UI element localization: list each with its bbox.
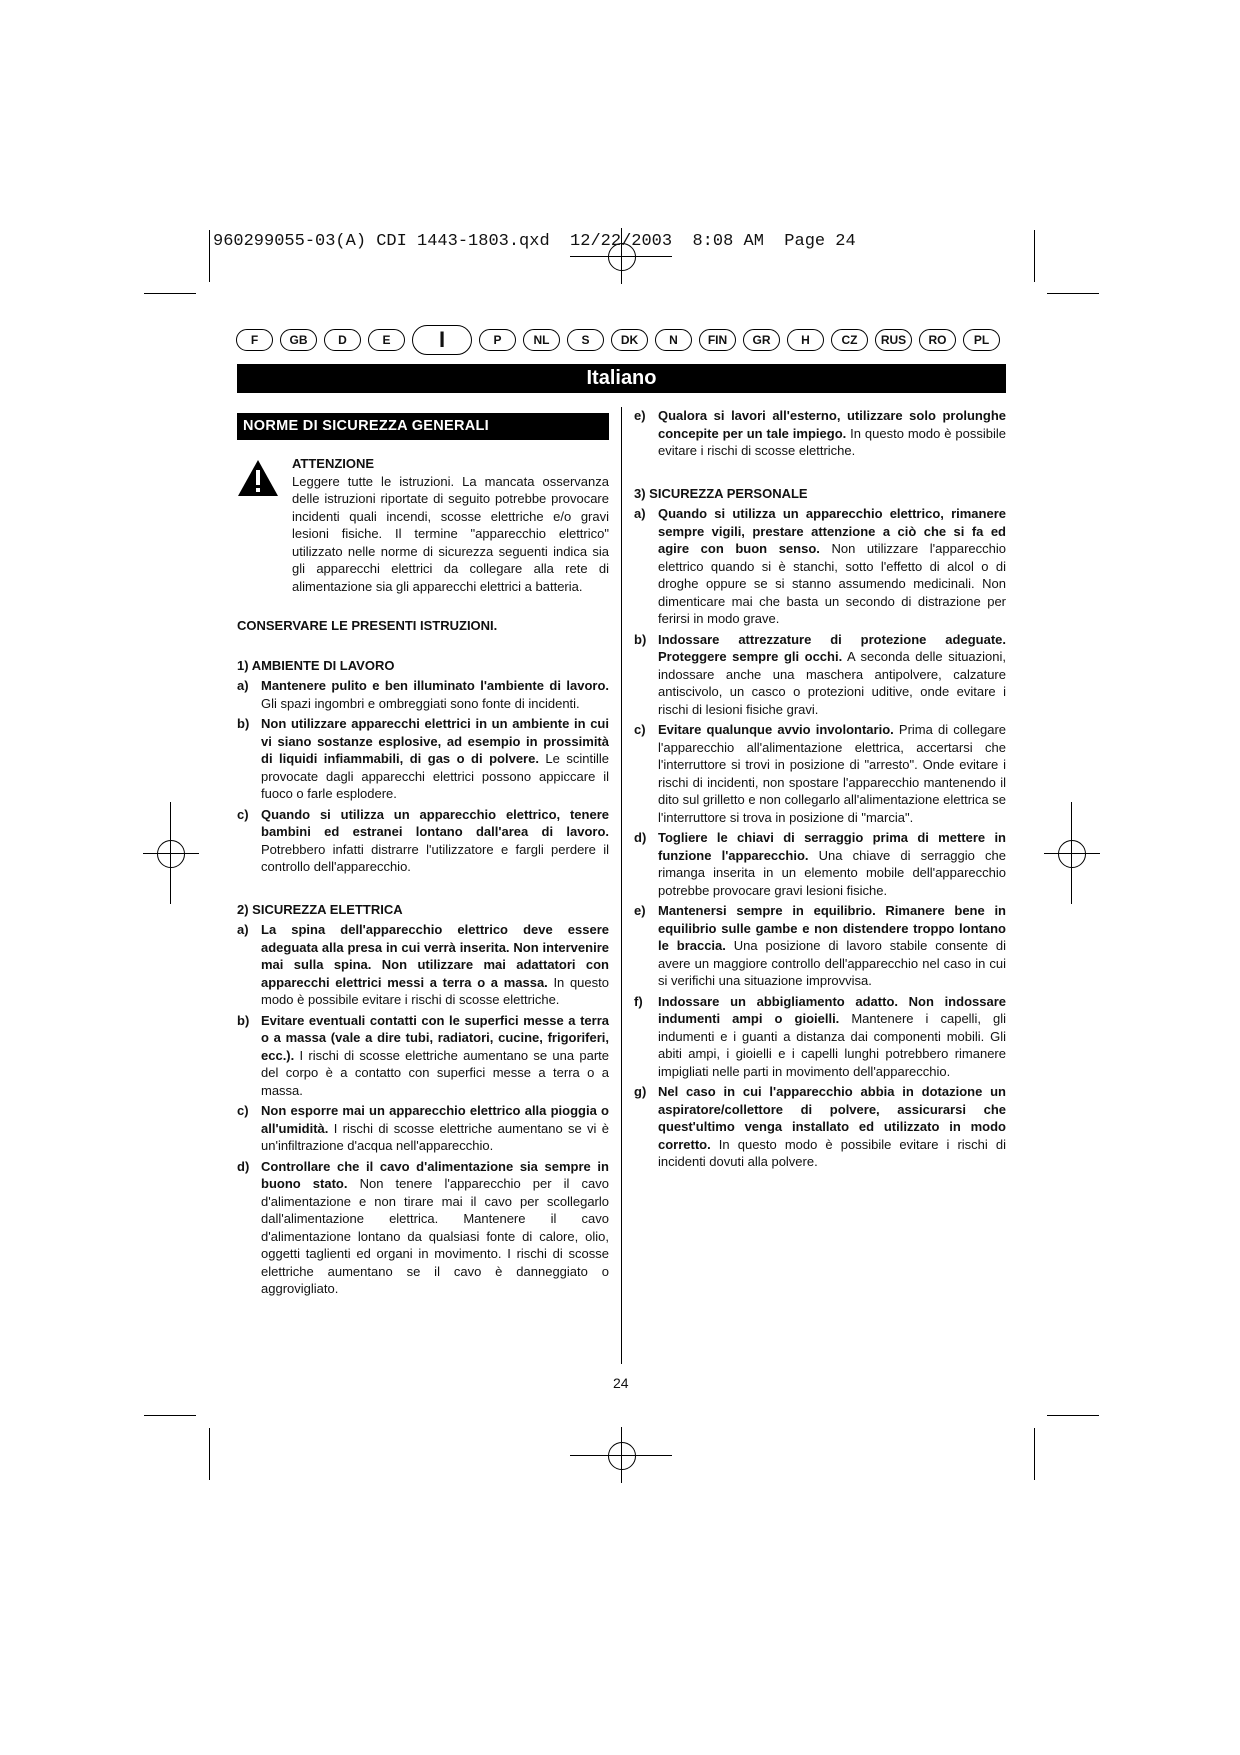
list-item-label: g) bbox=[634, 1084, 647, 1099]
crop-mark bbox=[1047, 293, 1099, 294]
language-tab-h[interactable]: H bbox=[787, 329, 824, 351]
language-tab-fin[interactable]: FIN bbox=[699, 329, 736, 351]
electrical-safety-heading: 2) SICUREZZA ELETTRICA bbox=[237, 901, 403, 917]
list-item-text: Una chiave di serraggio che rimanga inserita in un elemento mobile dell'apparecchio potrebbe provocare gravi lesioni fisiche. bbox=[658, 847, 1006, 898]
list-item-label: e) bbox=[634, 903, 646, 918]
electrical-safety-list-continued bbox=[634, 407, 1006, 460]
personal-safety-list bbox=[634, 505, 1006, 1171]
list-item-text: I rischi di scosse elettriche aumentano se una parte del corpo è a contatto con superfici messe a terra o a massa. bbox=[261, 1047, 609, 1098]
list-item-bold-text: Qualora si lavori all'esterno, utilizzare solo prolunghe concepite per un tale impiego. bbox=[658, 408, 1006, 441]
list-item bbox=[237, 1012, 609, 1100]
list-item-text: In questo modo è possibile evitare i rischi di scosse elettriche. bbox=[658, 425, 1006, 458]
list-item-text: Mantenere i capelli, gli indumenti e i guanti a distanza dai componenti mobili. Gli abiti ampi, i gioielli e i capelli lunghi potrebbero rimanere impigliati nelle parti in movimento dell'apparecchio. bbox=[658, 1011, 1006, 1079]
list-item-bold-text: Nel caso in cui l'apparecchio abbia in dotazione un aspiratore/collettore di polvere, assicurarsi che quest'ultimo venga installato ed utilizzato in modo corretto. bbox=[658, 1084, 1006, 1152]
list-item-bold-text: Evitare qualunque avvio involontario. bbox=[658, 722, 894, 737]
warning-text: Leggere tutte le istruzioni. La mancata osservanza delle istruzioni riportate di seguito potrebbe provocare incidenti quali incendi, scosse elettriche e/o gravi lesioni fisiche. Il termine "apparecchio elettrico" utilizzato nelle norme di sicurezza seguenti indica sia gli apparecchi elettrici da collegare alla rete di alimentazione sia gli apparecchi elettrici a batteria. bbox=[292, 473, 609, 594]
list-item-bold-text: Non utilizzare apparecchi elettrici in un ambiente in cui vi siano sostanze esplosive, ad esempio in prossimità di liquidi infiammabili, di gas o di polvere. bbox=[261, 716, 609, 766]
left-column bbox=[237, 455, 609, 1301]
list-item-bold-text: Mantenersi sempre in equilibrio. Rimanere bene in equilibrio sulle gambe e non distendere troppo lontano le braccia. bbox=[658, 903, 1006, 953]
language-tab-gb[interactable]: GB bbox=[280, 329, 317, 351]
list-item-label: c) bbox=[237, 1103, 249, 1118]
list-item-text: Gli spazi ingombri e ombreggiati sono fonte di incidenti. bbox=[261, 695, 580, 711]
right-column bbox=[634, 407, 1006, 1174]
language-tab-d[interactable]: D bbox=[324, 329, 361, 351]
keep-instructions-note: CONSERVARE LE PRESENTI ISTRUZIONI. bbox=[237, 618, 498, 633]
crop-mark bbox=[209, 230, 210, 282]
list-item-bold-text: Togliere le chiavi di serraggio prima di mettere in funzione l'apparecchio. bbox=[658, 830, 1006, 863]
list-item-bold-text: Non esporre mai un apparecchio elettrico alla pioggia o all'umidità. bbox=[261, 1103, 609, 1136]
electrical-safety-list bbox=[237, 921, 609, 1298]
language-tab-n[interactable]: N bbox=[655, 329, 692, 351]
list-item bbox=[634, 902, 1006, 990]
list-item-text: Potrebbero infatti distrarre l'utilizzatore e fargli perdere il controllo dell'apparecchio. bbox=[261, 841, 609, 874]
list-item bbox=[237, 715, 609, 803]
list-item-text: Non utilizzare l'apparecchio elettrico quando si è stanchi, sotto l'effetto di alcol o di droghe oppure se si stanno assumendo medicinali. Non dimenticare mai che basta un secondo di distrazione per ferirsi in modo grave. bbox=[658, 541, 1006, 626]
list-item-label: b) bbox=[237, 716, 250, 731]
language-tab-pl[interactable]: PL bbox=[963, 329, 1000, 351]
list-item bbox=[634, 631, 1006, 719]
language-tab-e[interactable]: E bbox=[368, 329, 405, 351]
warning-title: ATTENZIONE bbox=[292, 456, 375, 471]
list-item bbox=[634, 1083, 1006, 1171]
language-tab-s[interactable]: S bbox=[567, 329, 604, 351]
list-item-bold-text: Quando si utilizza un apparecchio elettrico, tenere bambini ed estranei lontano dall'area di lavoro. bbox=[261, 806, 609, 839]
language-tab-p[interactable]: P bbox=[479, 329, 516, 351]
list-item-text: Le scintille provocate dagli apparecchi elettrici possono appiccare il fuoco o farle esplodere. bbox=[261, 751, 609, 801]
language-title-bar: Italiano bbox=[237, 364, 1006, 393]
list-item bbox=[237, 921, 609, 1009]
list-item-text: Una posizione di lavoro stabile consente di avere un maggiore controllo dell'apparecchio nel caso in cui si verifichi una situazione improvvisa. bbox=[658, 938, 1006, 988]
list-item bbox=[634, 829, 1006, 899]
list-item-bold-text: Indossare un abbigliamento adatto. Non indossare indumenti ampi o gioielli. bbox=[658, 993, 1006, 1026]
crop-mark bbox=[209, 1428, 210, 1480]
list-item-text: A seconda delle situazioni, indossare anche una maschera antipolvere, calzature antiscivolo, un casco o protezioni uditive, onde evitare i rischi di lesioni fisiche gravi. bbox=[658, 649, 1007, 717]
language-tab-dk[interactable]: DK bbox=[611, 329, 648, 351]
list-item-bold-text: La spina dell'apparecchio elettrico deve essere adeguata alla presa in cui verrà inserita. Non intervenire mai sulla spina. Non utilizzare mai adattatori con apparecchi elettrici messi a terra o a massa. bbox=[261, 922, 609, 990]
list-item bbox=[237, 677, 609, 712]
list-item-text: Prima di collegare l'apparecchio all'alimentazione elettrica, accertarsi che l'interruttore si trovi in posizione di "arresto". Onde evitare i rischi di incidenti, non spostare l'apparecchio mantenendo il dito sul grilletto e non collegarlo all'alimentazione elettrica se l'interruttore si trova in posizione di "marcia". bbox=[658, 722, 1006, 825]
list-item-bold-text: Mantenere pulito e ben illuminato l'ambiente di lavoro. bbox=[261, 678, 609, 693]
list-item bbox=[237, 1158, 609, 1298]
language-tab-i[interactable]: I bbox=[412, 325, 472, 355]
list-item-bold-text: Quando si utilizza un apparecchio elettrico, rimanere sempre vigili, prestare attenzione a ciò che si fa ed agire con buon senso. bbox=[658, 506, 1006, 556]
list-item bbox=[634, 505, 1006, 628]
list-item bbox=[634, 721, 1006, 826]
list-item-label: d) bbox=[237, 1158, 250, 1174]
warning-triangle-icon bbox=[237, 459, 279, 497]
crop-mark bbox=[1034, 1428, 1035, 1480]
list-item-text: Non tenere l'apparecchio per il cavo d'alimentazione e non tirare mai il cavo per scollegarlo dall'alimentazione elettrica. Mantenere il cavo d'alimentazione lontano da qualsiasi fonte di calore, olio, oggetti taglienti ed organi in movimento. I rischi di scosse elettriche aumentano se il cavo è danneggiato o aggrovigliato. bbox=[261, 1176, 609, 1296]
list-item-label: c) bbox=[634, 722, 646, 737]
section-title: NORME DI SICUREZZA GENERALI bbox=[237, 413, 609, 440]
list-item-bold-text: Indossare attrezzature di protezione adeguate. Proteggere sempre gli occhi. bbox=[658, 631, 1006, 664]
list-item-label: b) bbox=[634, 631, 647, 647]
list-item bbox=[634, 993, 1006, 1081]
crop-mark bbox=[1034, 230, 1035, 282]
list-item-label: e) bbox=[634, 408, 646, 423]
crop-mark bbox=[144, 293, 196, 294]
list-item-bold-text: Controllare che il cavo d'alimentazione sia sempre in buono stato. bbox=[261, 1158, 609, 1191]
language-tab-rus[interactable]: RUS bbox=[875, 329, 912, 351]
language-tab-ro[interactable]: RO bbox=[919, 329, 956, 351]
list-item-label: f) bbox=[634, 993, 643, 1009]
file-slug: 960299055-03(A) CDI 1443-1803.qxd 12/22/2003 8:08 AM Page 24 bbox=[213, 232, 856, 251]
language-tab-f[interactable]: F bbox=[236, 329, 273, 351]
language-tab-cz[interactable]: CZ bbox=[831, 329, 868, 351]
list-item bbox=[634, 407, 1006, 460]
personal-safety-heading: 3) SICUREZZA PERSONALE bbox=[634, 485, 808, 501]
list-item bbox=[237, 806, 609, 876]
list-item-label: a) bbox=[237, 678, 249, 693]
language-selector bbox=[236, 325, 1004, 355]
list-item-text: I rischi di scosse elettriche aumentano se vi è un'infiltrazione d'acqua nell'apparecchio. bbox=[261, 1120, 609, 1153]
list-item-label: b) bbox=[237, 1012, 250, 1028]
list-item-text: In questo modo è possibile evitare i rischi di incidenti dovuti alla polvere. bbox=[658, 1136, 1006, 1169]
language-tab-nl[interactable]: NL bbox=[523, 329, 560, 351]
crop-mark bbox=[1047, 1415, 1099, 1416]
page-number: 24 bbox=[613, 1375, 629, 1391]
list-item-label: d) bbox=[634, 830, 647, 845]
work-area-heading: 1) AMBIENTE DI LAVORO bbox=[237, 657, 395, 673]
language-tab-gr[interactable]: GR bbox=[743, 329, 780, 351]
column-divider bbox=[621, 407, 622, 1364]
list-item-label: c) bbox=[237, 806, 249, 822]
list-item bbox=[237, 1102, 609, 1155]
list-item-label: a) bbox=[634, 506, 646, 521]
work-area-list bbox=[237, 677, 609, 876]
warning-block bbox=[237, 455, 609, 595]
crop-mark bbox=[144, 1415, 196, 1416]
list-item-label: a) bbox=[237, 922, 249, 937]
list-item-bold-text: Evitare eventuali contatti con le superfici messe a terra o a massa (vale a dire tubi, radiatori, cucine, frigoriferi, ecc.). bbox=[261, 1012, 609, 1063]
list-item-text: In questo modo è possibile evitare i rischi di scosse elettriche. bbox=[261, 974, 609, 1007]
